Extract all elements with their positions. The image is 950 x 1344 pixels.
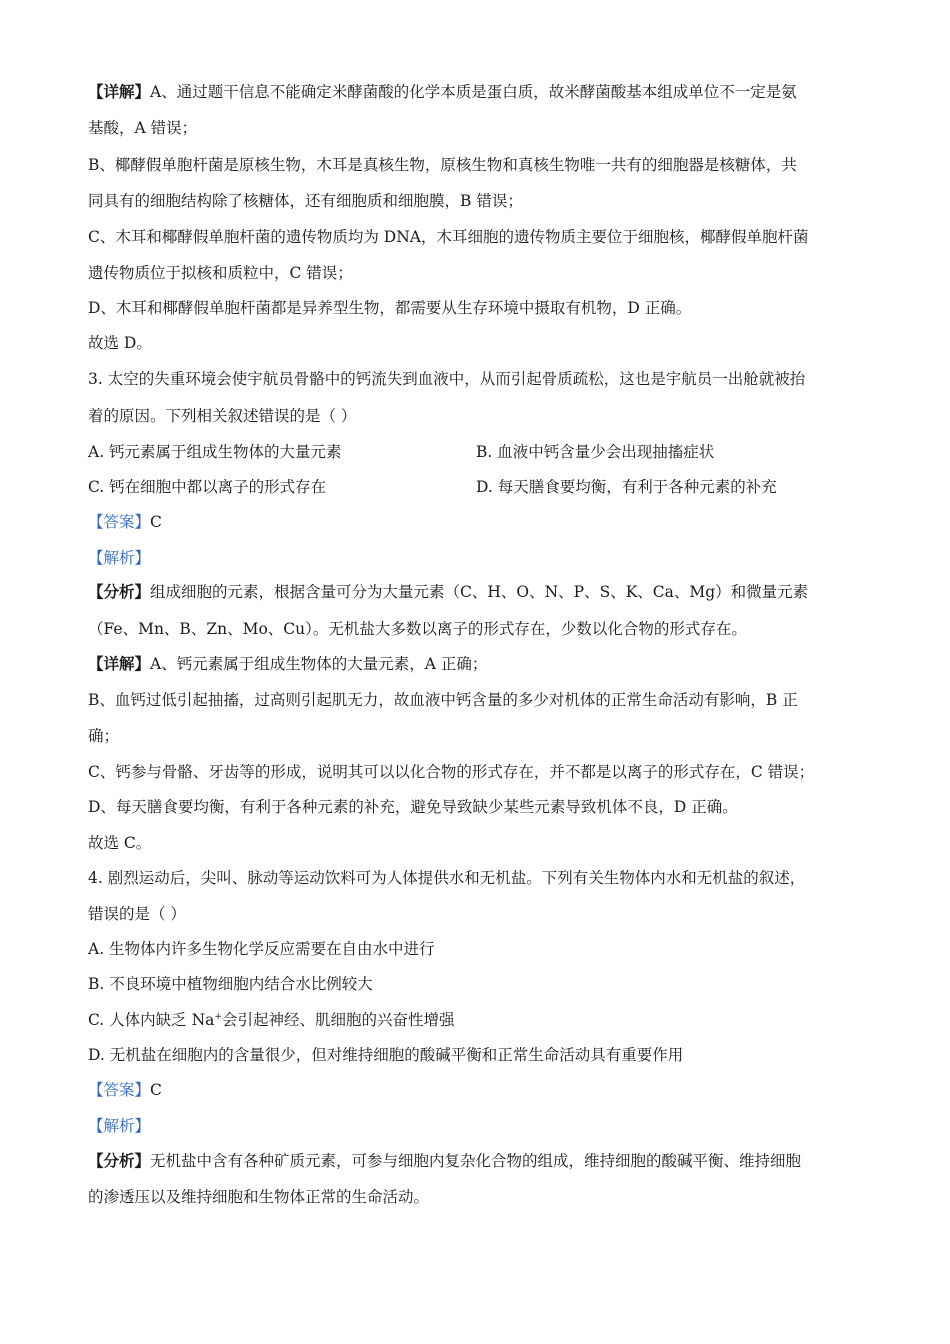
q3-detail-line-1: 【详解】A、钙元素属于组成生物体的大量元素，A 正确；: [88, 654, 488, 673]
q3-detail-line-3: 确；: [88, 727, 120, 745]
q2-detail-line-6: 遗传物质位于拟核和质粒中，C 错误；: [88, 264, 353, 282]
q2-detail-line-2: 基酸，A 错误；: [88, 119, 198, 137]
q4-fenxi-line-1: 【分析】无机盐中含有各种矿质元素，可参与细胞内复杂化合物的组成，维持细胞的酸碱平衡、维持细胞: [88, 1151, 802, 1170]
q3-answer: [88, 512, 162, 532]
q3-detail-line-4: C、钙参与骨骼、牙齿等的形成，说明其可以以化合物的形式存在，并不都是以离子的形式存在，C 错误；: [88, 763, 815, 781]
q4-stem-line-2: 错误的是（ ）: [88, 905, 186, 923]
q3-option-a: A. 钙元素属于组成生物体的大量元素: [88, 443, 342, 461]
q3-fenxi-line-1: 【分析】组成细胞的元素，根据含量可分为大量元素（C、H、O、N、P、S、K、Ca、Mg）和微量元素: [88, 582, 809, 601]
q4-option-c: C. 人体内缺乏 Na+会引起神经、肌细胞的兴奋性增强: [88, 1011, 455, 1029]
q4-analysis-label: 【解析】: [88, 1117, 151, 1135]
q4-fenxi-line-2: 的渗透压以及维持细胞和生物体正常的生命活动。: [88, 1188, 430, 1206]
q4-stem-line-1: 4. 剧烈运动后，尖叫、脉动等运动饮料可为人体提供水和无机盐。下列有关生物体内水和无机盐的叙述，: [88, 869, 806, 887]
q4-answer: [88, 1080, 162, 1100]
superscript-plus: +: [214, 1011, 222, 1022]
q3-stem-line-2: 着的原因。下列相关叙述错误的是（ ）: [88, 407, 357, 425]
answer-value: C: [150, 1081, 162, 1099]
fenxi-label: 【分析】: [88, 582, 151, 601]
q3-fenxi-line-2: （Fe、Mn、B、Zn、Mo、Cu）。无机盐大多数以离子的形式存在，少数以化合物的形式存在。: [88, 620, 747, 638]
q3-option-c: C. 钙在细胞中都以离子的形式存在: [88, 478, 327, 496]
q2-detail-line-1: 【详解】A、通过题干信息不能确定米酵菌酸的化学本质是蛋白质，故米酵菌酸基本组成单位不一定是氨: [88, 82, 797, 101]
q3-detail-line-5: D、每天膳食要均衡，有利于各种元素的补充，避免导致缺少某些元素导致机体不良，D 正确。: [88, 798, 738, 816]
q2-detail-line-5: C、木耳和椰酵假单胞杆菌的遗传物质均为 DNA，木耳细胞的遗传物质主要位于细胞核，椰酵假单胞杆菌: [88, 228, 809, 246]
answer-label: 【答案】: [88, 513, 151, 531]
q4-option-a: A. 生物体内许多生物化学反应需要在自由水中进行: [88, 940, 435, 958]
q3-conclusion: 故选 C。: [88, 834, 152, 852]
q2-detail-line-4: 同具有的细胞结构除了核糖体，还有细胞质和细胞膜，B 错误；: [88, 192, 523, 210]
answer-value: C: [150, 513, 162, 531]
q2-conclusion: 故选 D。: [88, 334, 152, 352]
q3-option-d: D. 每天膳食要均衡，有利于各种元素的补充: [476, 478, 777, 496]
q2-detail-line-7: D、木耳和椰酵假单胞杆菌都是异养型生物，都需要从生存环境中摄取有机物，D 正确。: [88, 299, 692, 317]
answer-label: 【答案】: [88, 1081, 151, 1099]
detail-label: 【详解】: [88, 82, 151, 101]
q3-option-b: B. 血液中钙含量少会出现抽搐症状: [476, 443, 715, 461]
fenxi-label: 【分析】: [88, 1151, 151, 1170]
q4-option-d: D. 无机盐在细胞内的含量很少，但对维持细胞的酸碱平衡和正常生命活动具有重要作用: [88, 1046, 684, 1064]
q3-analysis-label: 【解析】: [88, 549, 151, 567]
q3-stem-line-1: 3. 太空的失重环境会使宇航员骨骼中的钙流失到血液中，从而引起骨质疏松，这也是宇航员一出舱就被抬: [88, 370, 806, 388]
detail-label: 【详解】: [88, 654, 151, 673]
q3-detail-line-2: B、血钙过低引起抽搐，过高则引起肌无力，故血液中钙含量的多少对机体的正常生命活动有影响，B 正: [88, 691, 798, 709]
q2-detail-line-3: B、椰酵假单胞杆菌是原核生物，木耳是真核生物，原核生物和真核生物唯一共有的细胞器是核糖体，共: [88, 156, 797, 174]
q4-option-b: B. 不良环境中植物细胞内结合水比例较大: [88, 975, 373, 993]
